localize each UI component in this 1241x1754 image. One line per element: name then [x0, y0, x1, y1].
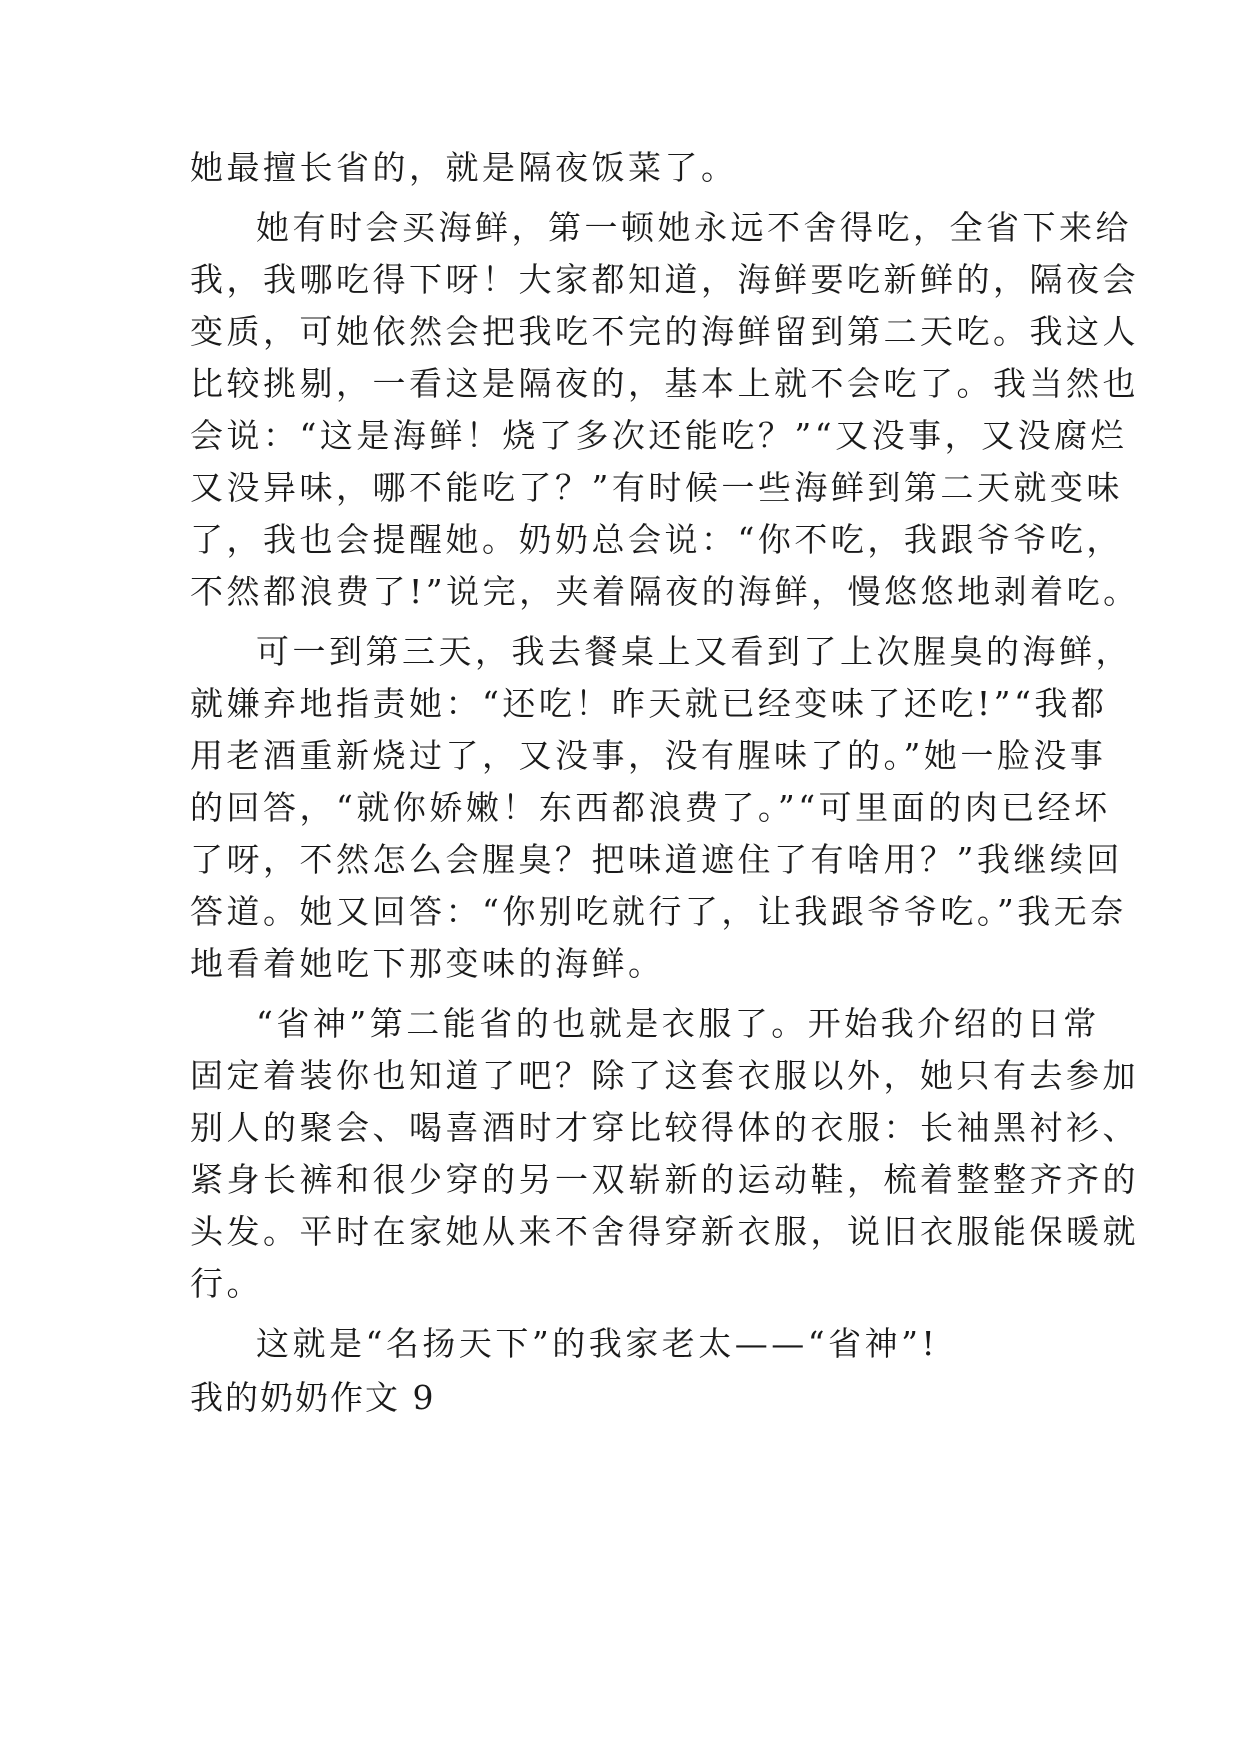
text-line: 比较挑剔，一看这是隔夜的，基本上就不会吃了。我当然也 — [190, 364, 1139, 403]
paragraph-start-line: 她有时会买海鲜，第一顿她永远不舍得吃，全省下来给 — [256, 208, 1132, 247]
text-line: 我，我哪吃得下呀！大家都知道，海鲜要吃新鲜的，隔夜会 — [190, 260, 1139, 299]
paragraph-start-line: 可一到第三天，我去餐桌上又看到了上次腥臭的海鲜， — [256, 632, 1132, 671]
section-heading: 我的奶奶作文 9 — [190, 1378, 436, 1417]
text-line: 紧身长裤和很少穿的另一双崭新的运动鞋，梳着整整齐齐的 — [190, 1160, 1139, 1199]
text-line: 不然都浪费了!”说完，夹着隔夜的海鲜，慢悠悠地剥着吃。 — [190, 572, 1140, 611]
text-line: 用老酒重新烧过了，又没事，没有腥味了的。”她一脸没事 — [190, 736, 1107, 775]
text-line: 了呀，不然怎么会腥臭？把味道遮住了有啥用？”我继续回 — [190, 840, 1123, 879]
text-line: 地看着她吃下那变味的海鲜。 — [190, 944, 665, 983]
text-line: 头发。平时在家她从来不舍得穿新衣服，说旧衣服能保暖就 — [190, 1212, 1139, 1251]
text-line: 了，我也会提醒她。奶奶总会说：“你不吃，我跟爷爷吃， — [190, 520, 1123, 559]
text-line: 答道。她又回答：“你别吃就行了，让我跟爷爷吃。”我无奈 — [190, 892, 1127, 931]
text-line: 就嫌弃地指责她：“还吃！昨天就已经变味了还吃!”“我都 — [190, 684, 1108, 723]
text-line: 别人的聚会、喝喜酒时才穿比较得体的衣服：长袖黑衬衫、 — [190, 1108, 1139, 1147]
text-line: 又没异味，哪不能吃了？”有时候一些海鲜到第二天就变味 — [190, 468, 1123, 507]
paragraph-start-line: “省神”第二能省的也就是衣服了。开始我介绍的日常 — [256, 1004, 1100, 1043]
text-line: 的回答，“就你娇嫩！东西都浪费了。”“可里面的肉已经坏 — [190, 788, 1111, 827]
text-line: 会说：“这是海鲜！烧了多次还能吃？”“又没事，又没腐烂 — [190, 416, 1128, 455]
text-line: 行。 — [190, 1264, 263, 1303]
text-line: 她最擅长省的，就是隔夜饭菜了。 — [190, 148, 738, 187]
text-line: 变质，可她依然会把我吃不完的海鲜留到第二天吃。我这人 — [190, 312, 1139, 351]
paragraph-start-line: 这就是“名扬天下”的我家老太——“省神”! — [256, 1324, 939, 1363]
text-line: 固定着装你也知道了吧？除了这套衣服以外，她只有去参加 — [190, 1056, 1139, 1095]
